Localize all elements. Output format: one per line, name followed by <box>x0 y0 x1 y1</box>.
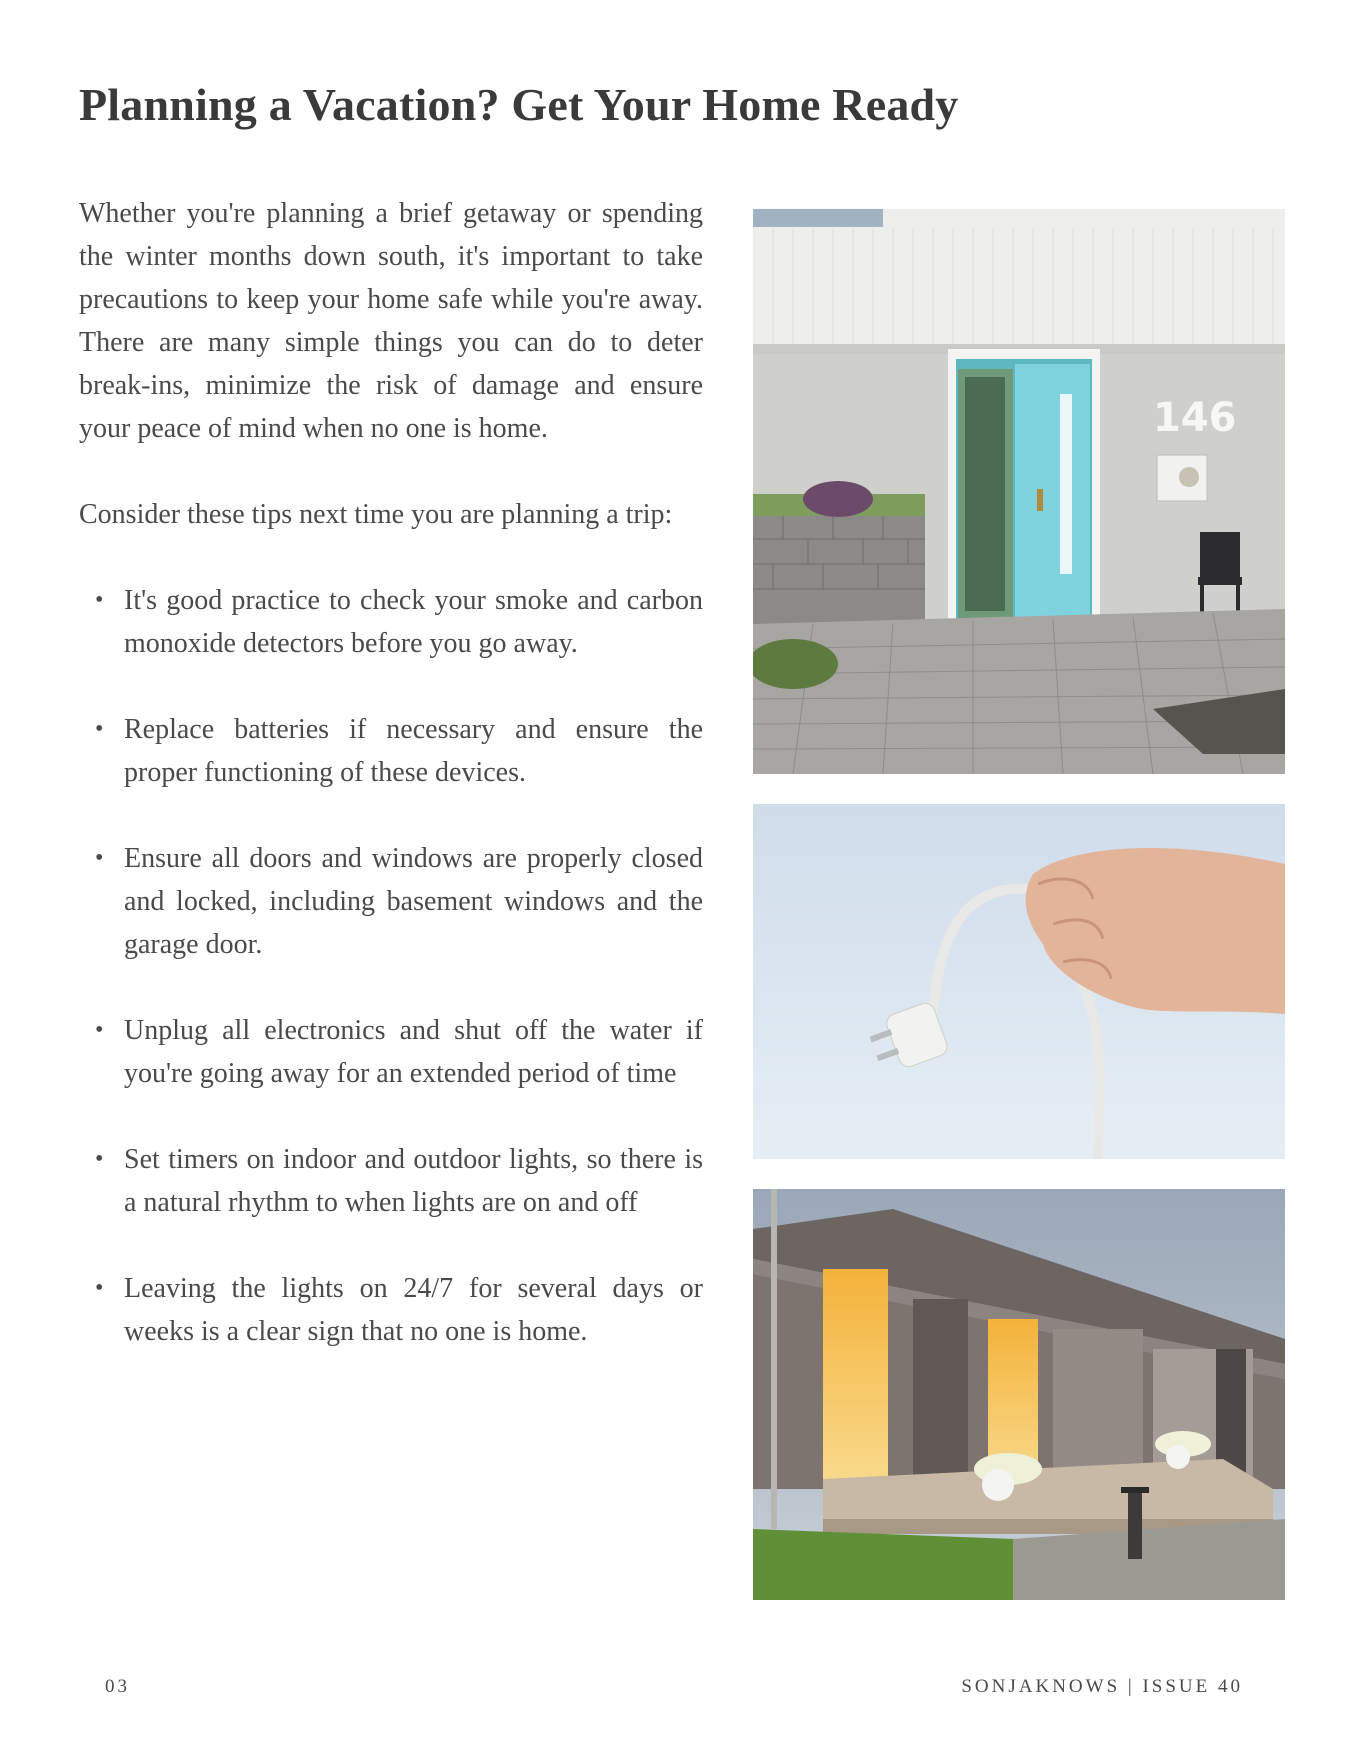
list-item <box>79 579 703 665</box>
bullet-icon: • <box>95 587 104 613</box>
tip-text: Leaving the lights on 24/7 for several days or weeks is a clear sign that no one is home. <box>124 1273 703 1347</box>
tip-text: It's good practice to check your smoke and carbon monoxide detectors before you go away. <box>124 585 703 659</box>
door-shape <box>1015 364 1090 619</box>
modern-house-illustration <box>753 1189 1285 1600</box>
list-item <box>79 1009 703 1095</box>
plug-illustration <box>753 804 1285 1159</box>
tip-text: Replace batteries if necessary and ensure the proper functioning of these devices. <box>124 714 703 788</box>
modern-house-photo <box>753 1189 1285 1600</box>
tip-text: Set timers on indoor and outdoor lights, so there is a natural rhythm to when lights are on and off <box>124 1144 703 1218</box>
bullet-icon: • <box>95 1146 104 1172</box>
list-item <box>79 708 703 794</box>
tips-list <box>79 579 703 1353</box>
list-item <box>79 1267 703 1353</box>
bullet-icon: • <box>95 1275 104 1301</box>
tips-lead-paragraph: Consider these tips next time you are planning a trip: <box>79 499 673 530</box>
unplug-photo <box>753 804 1285 1159</box>
bullet-icon: • <box>95 1017 104 1043</box>
page-title: Planning a Vacation? Get Your Home Ready <box>79 79 959 130</box>
article-body <box>79 192 703 1396</box>
list-item <box>79 1138 703 1224</box>
intro-paragraph: Whether you're planning a brief getaway or spending the winter months down south, it's important to take precautions to keep your home safe while you're away. There are many simple things you can do to deter break-ins, minimize the risk of damage and ensure your peace of mind when no one is home. <box>79 198 703 444</box>
publication-footer: SONJAKNOWS | ISSUE 40 <box>961 1676 1243 1697</box>
house-entrance-illustration <box>753 209 1285 774</box>
house-entrance-photo <box>753 209 1285 774</box>
page-number: 03 <box>105 1676 130 1697</box>
house-number: 146 <box>1153 395 1237 441</box>
bullet-icon: • <box>95 716 104 742</box>
list-item <box>79 837 703 966</box>
bullet-icon: • <box>95 845 104 871</box>
tip-text: Unplug all electronics and shut off the water if you're going away for an extended period of time <box>124 1015 703 1089</box>
tip-text: Ensure all doors and windows are properly closed and locked, including basement windows and the garage door. <box>124 843 703 960</box>
